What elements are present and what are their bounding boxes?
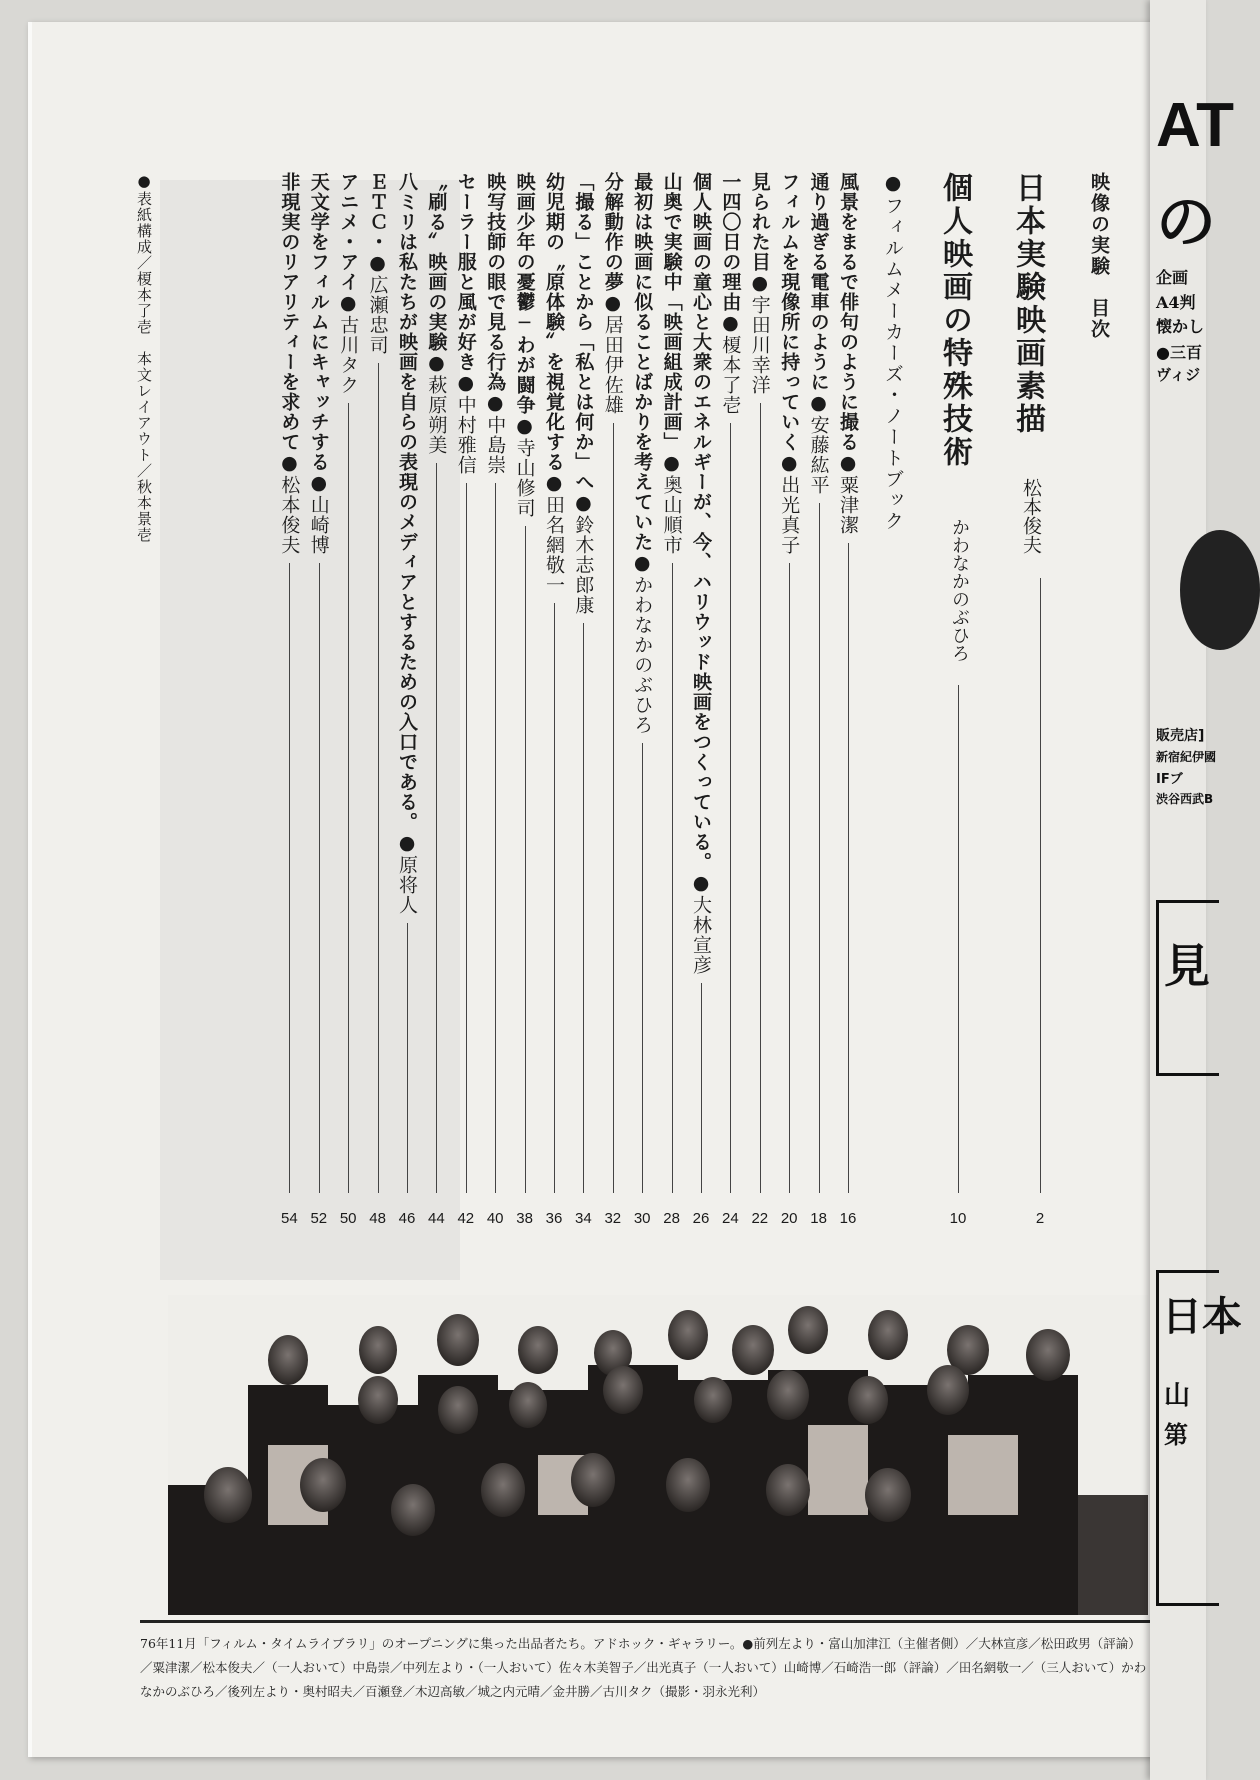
adjacent-text: 新宿紀伊國: [1156, 750, 1217, 764]
toc-entry-title: 個人映画の童心と大衆のエネルギーが、今、ハリウッド映画をつくっている。: [690, 172, 712, 872]
toc-entry: [603, 172, 622, 415]
toc-entry-title: 山奥で実験中「映画組成計画」: [660, 172, 683, 452]
adjacent-text: IFブ: [1156, 772, 1183, 787]
toc-entry-title: 幼児期の〝原体験〟を視覚化する: [543, 172, 565, 472]
toc-entry: [662, 172, 681, 555]
credits: ●表紙構成／榎本了壱 本文レイアウト／秋本景壱: [135, 172, 153, 543]
toc-entry: [397, 172, 416, 915]
toc-entry: [425, 172, 448, 455]
main-article-1-author: 松本俊夫: [1020, 478, 1042, 554]
toc-entry-title: フィルムを現像所に持っていく: [778, 172, 801, 452]
leader-line: [760, 403, 761, 1193]
leader-line: [672, 563, 673, 1193]
toc-entry-author: ●寺山修司: [513, 415, 536, 518]
page-number: 24: [722, 1210, 739, 1227]
toc-entry-title: ＥＴＣ・: [366, 172, 389, 252]
toc-entry-title: 「撮る」ことから「私とは何か」へ: [572, 172, 595, 492]
toc-entry-title: 一四〇日の理由: [719, 172, 742, 312]
adjacent-text: 懐かし: [1156, 317, 1205, 336]
leader-line: [789, 563, 790, 1193]
adjacent-text: 販売店]: [1156, 728, 1205, 744]
toc-entry-author: ●萩原朔美: [425, 352, 448, 455]
toc-entry-title: アニメ・アイ: [337, 172, 360, 292]
leader-line: [819, 503, 820, 1193]
toc-entry-author: ●奥山順市: [660, 452, 683, 555]
page-number: 32: [604, 1210, 622, 1227]
page-number: 40: [486, 1210, 504, 1227]
leader-line: [436, 463, 437, 1193]
toc-entry-author: ●山崎博: [307, 472, 330, 555]
page-number: 10: [949, 1210, 967, 1227]
adjacent-text: 企画: [1156, 268, 1189, 287]
photo-rule: [140, 1620, 1150, 1623]
page-number: 42: [457, 1210, 475, 1227]
page-number: 22: [751, 1210, 769, 1227]
toc-entry-author: ●鈴木志郎康: [572, 492, 595, 615]
page-number: 16: [839, 1210, 857, 1227]
main-article-1-title: 日本実験映画素描: [1010, 172, 1045, 436]
toc-entry: [368, 172, 387, 355]
toc-entry: [750, 172, 769, 395]
leader-line: [554, 603, 555, 1193]
toc-entry: [309, 172, 328, 555]
page-edge: [28, 22, 32, 1757]
page-number: 30: [633, 1210, 651, 1227]
adjacent-text: A4判: [1156, 293, 1196, 312]
adjacent-circle-photo: [1180, 530, 1260, 650]
page-number: 54: [281, 1210, 298, 1227]
toc-entry-author: ●居田伊佐雄: [601, 292, 624, 415]
leader-line: [289, 563, 290, 1193]
toc-header: 映像の実験 目次: [1088, 172, 1110, 340]
leader-line: [495, 483, 496, 1193]
toc-entry: [456, 172, 475, 475]
leader-line: [848, 543, 849, 1193]
page-number: 38: [516, 1210, 533, 1227]
photo-caption: 76年11月「フィルム・タイムライブラリ」のオープニングに集った出品者たち。アドホック・ギャラリー。●前列左より・富山加津江（主催者側）／大林宣彦／松田政男（評論）／粟津潔／松本俊夫／（一人おいて）中島崇／中列左より・（一人おいて）佐々木美智子／出光真子（一人おいて）山崎博／石崎浩一郎（評論）／田名網敬一／（三人おいて）かわなかのぶひろ／後列左より・奥村昭夫／百瀬登／木辺高敏／城之内元晴／金井勝／古川タク（撮影・羽永光利）: [140, 1636, 1147, 1699]
toc-entry: [838, 172, 857, 535]
group-photo: [168, 1295, 1148, 1615]
toc-entry-author: ●原将人: [396, 832, 418, 915]
main-article-2-author: かわなかのぶひろ: [949, 518, 970, 662]
section-heading: ●フィルムメーカーズ・ノートブック: [882, 172, 904, 532]
page-number: 34: [575, 1210, 592, 1227]
toc-entry: [484, 172, 507, 475]
adjacent-text: ●三百: [1156, 343, 1202, 362]
leader-line: [525, 526, 526, 1193]
toc-entry-title: 非現実のリアリティーを求めて: [278, 172, 301, 452]
toc-entry-author: ●松本俊夫: [278, 452, 301, 555]
adjacent-title: AT: [1156, 91, 1235, 160]
leader-line: [613, 423, 614, 1193]
adjacent-text: 渋谷西武B: [1156, 792, 1214, 806]
toc-entry: [719, 172, 742, 415]
toc-entry: [515, 172, 534, 518]
page-number: 48: [369, 1210, 386, 1227]
toc-entry: [691, 172, 710, 975]
toc-entry-title: 見られた目: [748, 172, 771, 272]
toc-entry-author: ●田名網敬一: [543, 472, 565, 595]
toc-entry-title: 風景をまるで俳句のように撮る: [837, 172, 859, 452]
toc-entry: [572, 172, 595, 615]
leader-line: [958, 685, 959, 1193]
toc-entry-title: 〝刷る〟映画の実験: [425, 172, 448, 352]
leader-line: [407, 923, 408, 1193]
toc-entry-author: ●出光真子: [778, 452, 801, 555]
page-number: 2: [1035, 1210, 1045, 1227]
toc-entry-title: 最初は映画に似ることばかりを考えていた: [631, 172, 654, 552]
toc-entry: [778, 172, 801, 555]
adjacent-text: 日本: [1162, 1294, 1242, 1340]
adjacent-text: 第: [1164, 1421, 1188, 1449]
toc-entry-author: ●安藤紘平: [807, 392, 830, 495]
toc-entry: [544, 172, 563, 595]
toc-entry-title: 分解動作の夢: [601, 172, 624, 292]
adjacent-text: ヴィジ: [1156, 366, 1201, 384]
toc-entry-author: ●榎本了壱: [719, 312, 742, 415]
toc-entry-author: ●粟津潔: [837, 452, 859, 535]
toc-entry-title: セーラー服と風が好き: [454, 172, 477, 372]
toc-entry-title: 映画少年の憂鬱─わが闘争: [513, 172, 536, 415]
toc-entry-author: ●かわなかのぶひろ: [631, 552, 654, 735]
toc-entry-title: 八ミリは私たちが映画を自らの表現のメディアとするための入口である。: [396, 172, 418, 832]
toc-entry-author: ●中村雅信: [454, 372, 477, 475]
page-number: 52: [310, 1210, 328, 1227]
main-article-2-title: 個人映画の特殊技術: [937, 172, 972, 469]
leader-line: [583, 623, 584, 1193]
page-number: 20: [780, 1210, 798, 1227]
toc-entry-title: 天文学をフィルムにキャッチする: [307, 172, 330, 472]
toc-entry-title: 映写技師の眼で見る行為: [484, 172, 507, 392]
page-number: 28: [663, 1210, 680, 1227]
leader-line: [730, 423, 731, 1193]
leader-line: [348, 403, 349, 1193]
adjacent-page: [1150, 0, 1242, 1780]
toc-entry-author: ●古川タク: [337, 292, 360, 395]
page-number: 18: [810, 1210, 827, 1227]
page-number: 44: [428, 1210, 445, 1227]
page-number: 46: [398, 1210, 416, 1227]
leader-line: [466, 483, 467, 1193]
leader-line: [1040, 578, 1041, 1193]
page-number: 50: [339, 1210, 357, 1227]
toc-entry: [809, 172, 828, 495]
toc-entry-title: 通り過ぎる電車のように: [807, 172, 830, 392]
leader-line: [642, 743, 643, 1193]
toc-entry-author: ●中島崇: [484, 392, 507, 475]
adjacent-text: 見: [1164, 939, 1210, 993]
page-number: 26: [692, 1210, 710, 1227]
toc-entry: [631, 172, 654, 735]
toc-entry: [278, 172, 301, 555]
leader-line: [319, 563, 320, 1193]
toc-entry-author: ●大林宣彦: [690, 872, 712, 975]
leader-line: [378, 363, 379, 1193]
toc-entry-author: ●広瀬忠司: [366, 252, 389, 355]
adjacent-text: 山: [1164, 1381, 1191, 1411]
toc-entry: [337, 172, 360, 395]
page-number: 36: [545, 1210, 563, 1227]
toc-entry-author: ●宇田川幸洋: [748, 272, 771, 395]
leader-line: [701, 983, 702, 1193]
adjacent-title-2: の: [1156, 188, 1216, 258]
